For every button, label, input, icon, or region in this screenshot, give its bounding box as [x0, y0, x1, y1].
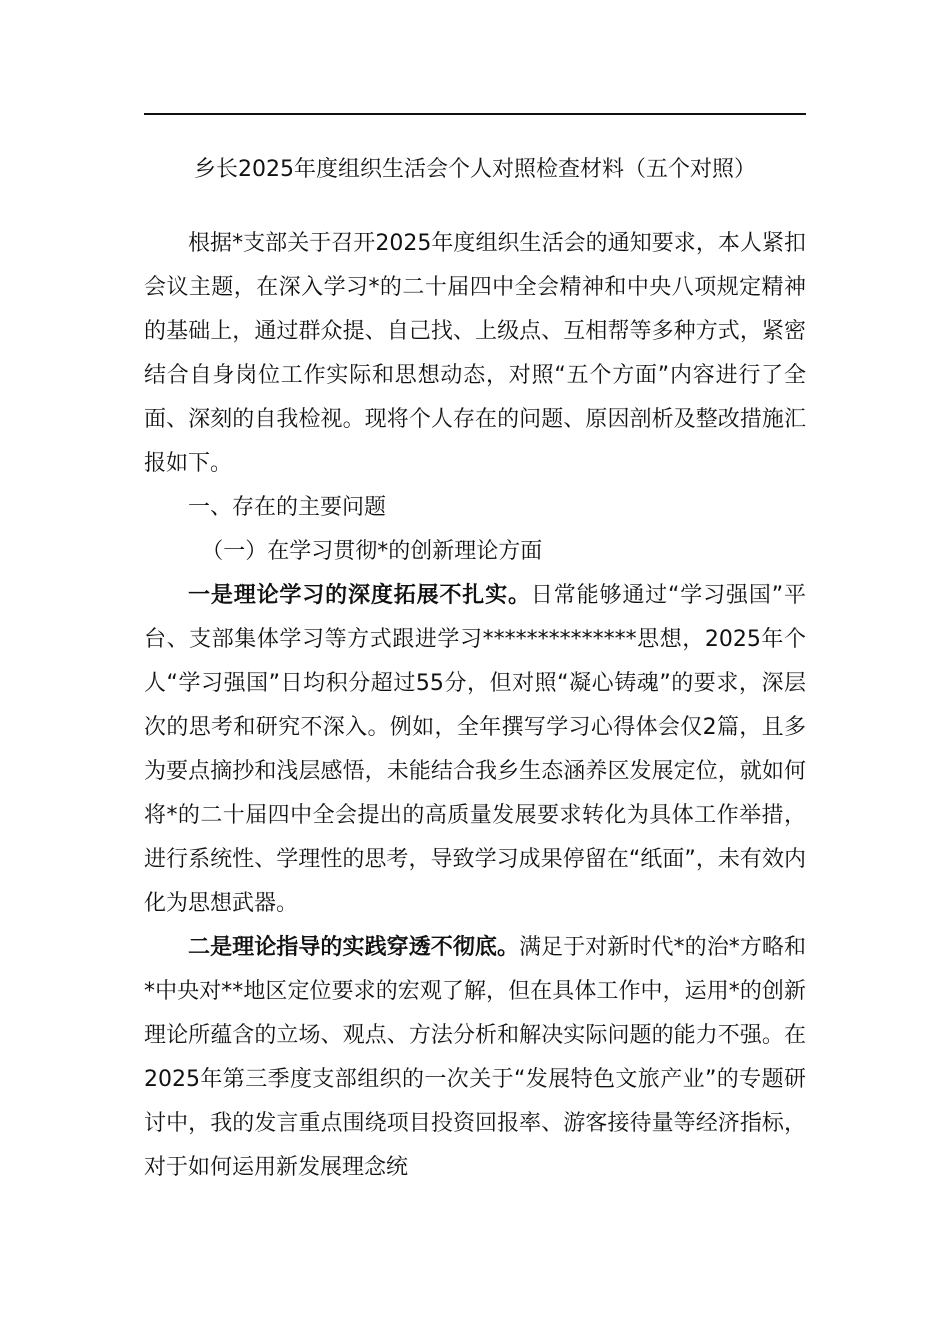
problem-point-2: [144, 926, 806, 1190]
point-1-lead: 一是理论学习的深度拓展不扎实。: [188, 583, 531, 608]
point-1-text: 日常能够通过“学习强国”平台、支部集体学习等方式跟进学习**************思想，2025年个人“学习强国”日均积分超过55分，但对照“凝心铸魂”的要求，深层次的思考和研究不深入。例如，全年撰写学习心得体会仅2篇，且多为要点摘抄和浅层感悟，未能结合我乡生态涵养区发展定位，就如何将*的二十届四中全会提出的高质量发展要求转化为具体工作举措，进行系统性、学理性的思考，导致学习成果停留在“纸面”，未有效内化为思想武器。: [144, 583, 806, 916]
point-2-text: 满足于对新时代*的治*方略和*中央对**地区定位要求的宏观了解，但在具体工作中，运用*的创新理论所蕴含的立场、观点、方法分析和解决实际问题的能力不强。在2025年第三季度支部组织的一次关于“发展特色文旅产业”的专题研讨中，我的发言重点围绕项目投资回报率、游客接待量等经济指标，对于如何运用新发展理念统: [144, 935, 806, 1180]
section-heading: 一、存在的主要问题: [188, 495, 387, 520]
subsection-heading: （一）在学习贯彻*的创新理论方面: [201, 539, 543, 564]
document-title: 乡长2025年度组织生活会个人对照检查材料（五个对照）: [194, 157, 756, 182]
problem-point-1: [144, 574, 806, 926]
intro-paragraph: 根据*支部关于召开2025年度组织生活会的通知要求，本人紧扣会议主题，在深入学习*的二十届四中全会精神和中央八项规定精神的基础上，通过群众提、自己找、上级点、互相帮等多种方式，紧密结合自身岗位工作实际和思想动态，对照“五个方面”内容进行了全面、深刻的自我检视。现将个人存在的问题、原因剖析及整改措施汇报如下。: [144, 231, 806, 476]
point-2-lead: 二是理论指导的实践穿透不彻底。: [188, 935, 520, 960]
document-body: [144, 222, 806, 1190]
header-rule: [144, 113, 806, 115]
